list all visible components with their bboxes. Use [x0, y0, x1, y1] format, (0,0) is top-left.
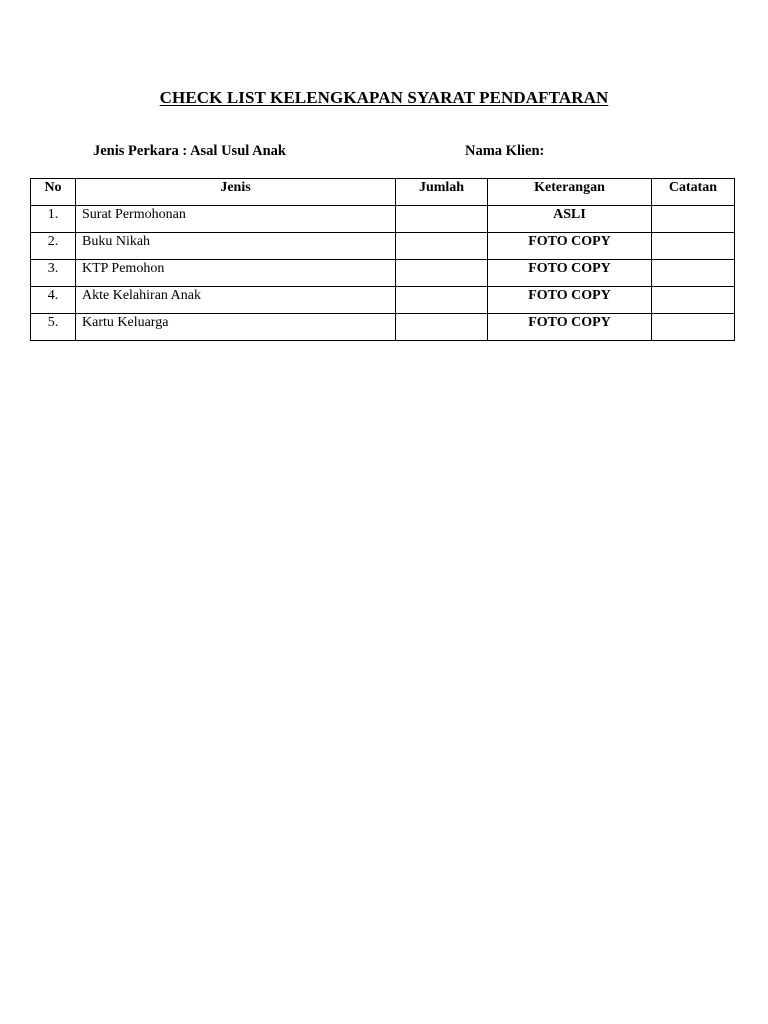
cell-jumlah — [396, 314, 488, 341]
table-row — [31, 260, 735, 287]
cell-jumlah — [396, 206, 488, 233]
header-no: No — [31, 179, 76, 206]
table-row — [31, 287, 735, 314]
header-jumlah: Jumlah — [396, 179, 488, 206]
table-header-row — [31, 179, 735, 206]
cell-jenis: Akte Kelahiran Anak — [76, 287, 396, 314]
cell-keterangan: FOTO COPY — [488, 287, 652, 314]
jenis-perkara-label: Jenis Perkara : — [93, 143, 188, 159]
cell-no: 3. — [31, 260, 76, 287]
table-row — [31, 233, 735, 260]
cell-catatan — [652, 314, 735, 341]
cell-catatan — [652, 206, 735, 233]
cell-keterangan: FOTO COPY — [488, 260, 652, 287]
nama-klien-label: Nama Klien: — [465, 143, 545, 159]
cell-no: 1. — [31, 206, 76, 233]
header-jenis: Jenis — [76, 179, 396, 206]
cell-jenis: Kartu Keluarga — [76, 314, 396, 341]
cell-keterangan: ASLI — [488, 206, 652, 233]
table-row — [31, 314, 735, 341]
cell-keterangan: FOTO COPY — [488, 314, 652, 341]
jenis-perkara-value: Asal Usul Anak — [190, 143, 286, 159]
cell-keterangan: FOTO COPY — [488, 233, 652, 260]
cell-catatan — [652, 287, 735, 314]
cell-no: 2. — [31, 233, 76, 260]
jenis-perkara — [93, 143, 286, 160]
cell-no: 5. — [31, 314, 76, 341]
cell-jumlah — [396, 233, 488, 260]
cell-jumlah — [396, 287, 488, 314]
cell-jenis: Surat Permohonan — [76, 206, 396, 233]
document-title: CHECK LIST KELENGKAPAN SYARAT PENDAFTARAN — [159, 88, 609, 107]
checklist-table — [30, 178, 735, 341]
cell-catatan — [652, 233, 735, 260]
header-keterangan: Keterangan — [488, 179, 652, 206]
cell-no: 4. — [31, 287, 76, 314]
nama-klien — [465, 143, 698, 160]
cell-jumlah — [396, 260, 488, 287]
cell-jenis: KTP Pemohon — [76, 260, 396, 287]
header-catatan: Catatan — [652, 179, 735, 206]
cell-catatan — [652, 260, 735, 287]
cell-jenis: Buku Nikah — [76, 233, 396, 260]
table-row — [31, 206, 735, 233]
